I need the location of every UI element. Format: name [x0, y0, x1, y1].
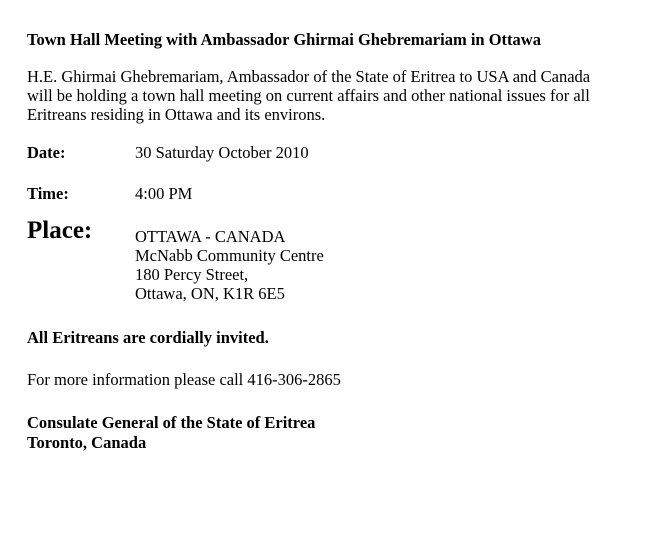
signature-line: Toronto, Canada: [27, 433, 147, 452]
place-line: OTTAWA - CANADA: [135, 227, 286, 246]
contact-info: For more information please call 416-306-2865: [27, 370, 341, 389]
place-label: Place:: [27, 217, 93, 244]
place-address: [135, 227, 652, 303]
signature-line: Consulate General of the State of Eritrea: [27, 413, 316, 432]
intro-paragraph: [27, 67, 652, 124]
invitation-text: All Eritreans are cordially invited.: [27, 328, 269, 347]
time-row: [27, 184, 652, 203]
date-row: [27, 143, 652, 162]
place-line: 180 Percy Street,: [135, 265, 249, 284]
time-label: Time:: [27, 184, 69, 203]
place-row: [27, 217, 652, 303]
announcement-document: [27, 30, 652, 453]
intro-line: Eritreans residing in Ottawa and its environs.: [27, 105, 326, 124]
date-value: 30 Saturday October 2010: [135, 143, 309, 162]
time-value: 4:00 PM: [135, 184, 193, 203]
place-line: Ottawa, ON, K1R 6E5: [135, 284, 285, 303]
announcement-title: Town Hall Meeting with Ambassador Ghirmai Ghebremariam in Ottawa: [27, 30, 541, 49]
place-line: McNabb Community Centre: [135, 246, 324, 265]
date-label: Date:: [27, 143, 66, 162]
intro-line: H.E. Ghirmai Ghebremariam, Ambassador of the State of Eritrea to USA and Canada: [27, 67, 591, 86]
signature-block: [27, 413, 652, 453]
intro-line: will be holding a town hall meeting on current affairs and other national issues for all: [27, 86, 590, 105]
